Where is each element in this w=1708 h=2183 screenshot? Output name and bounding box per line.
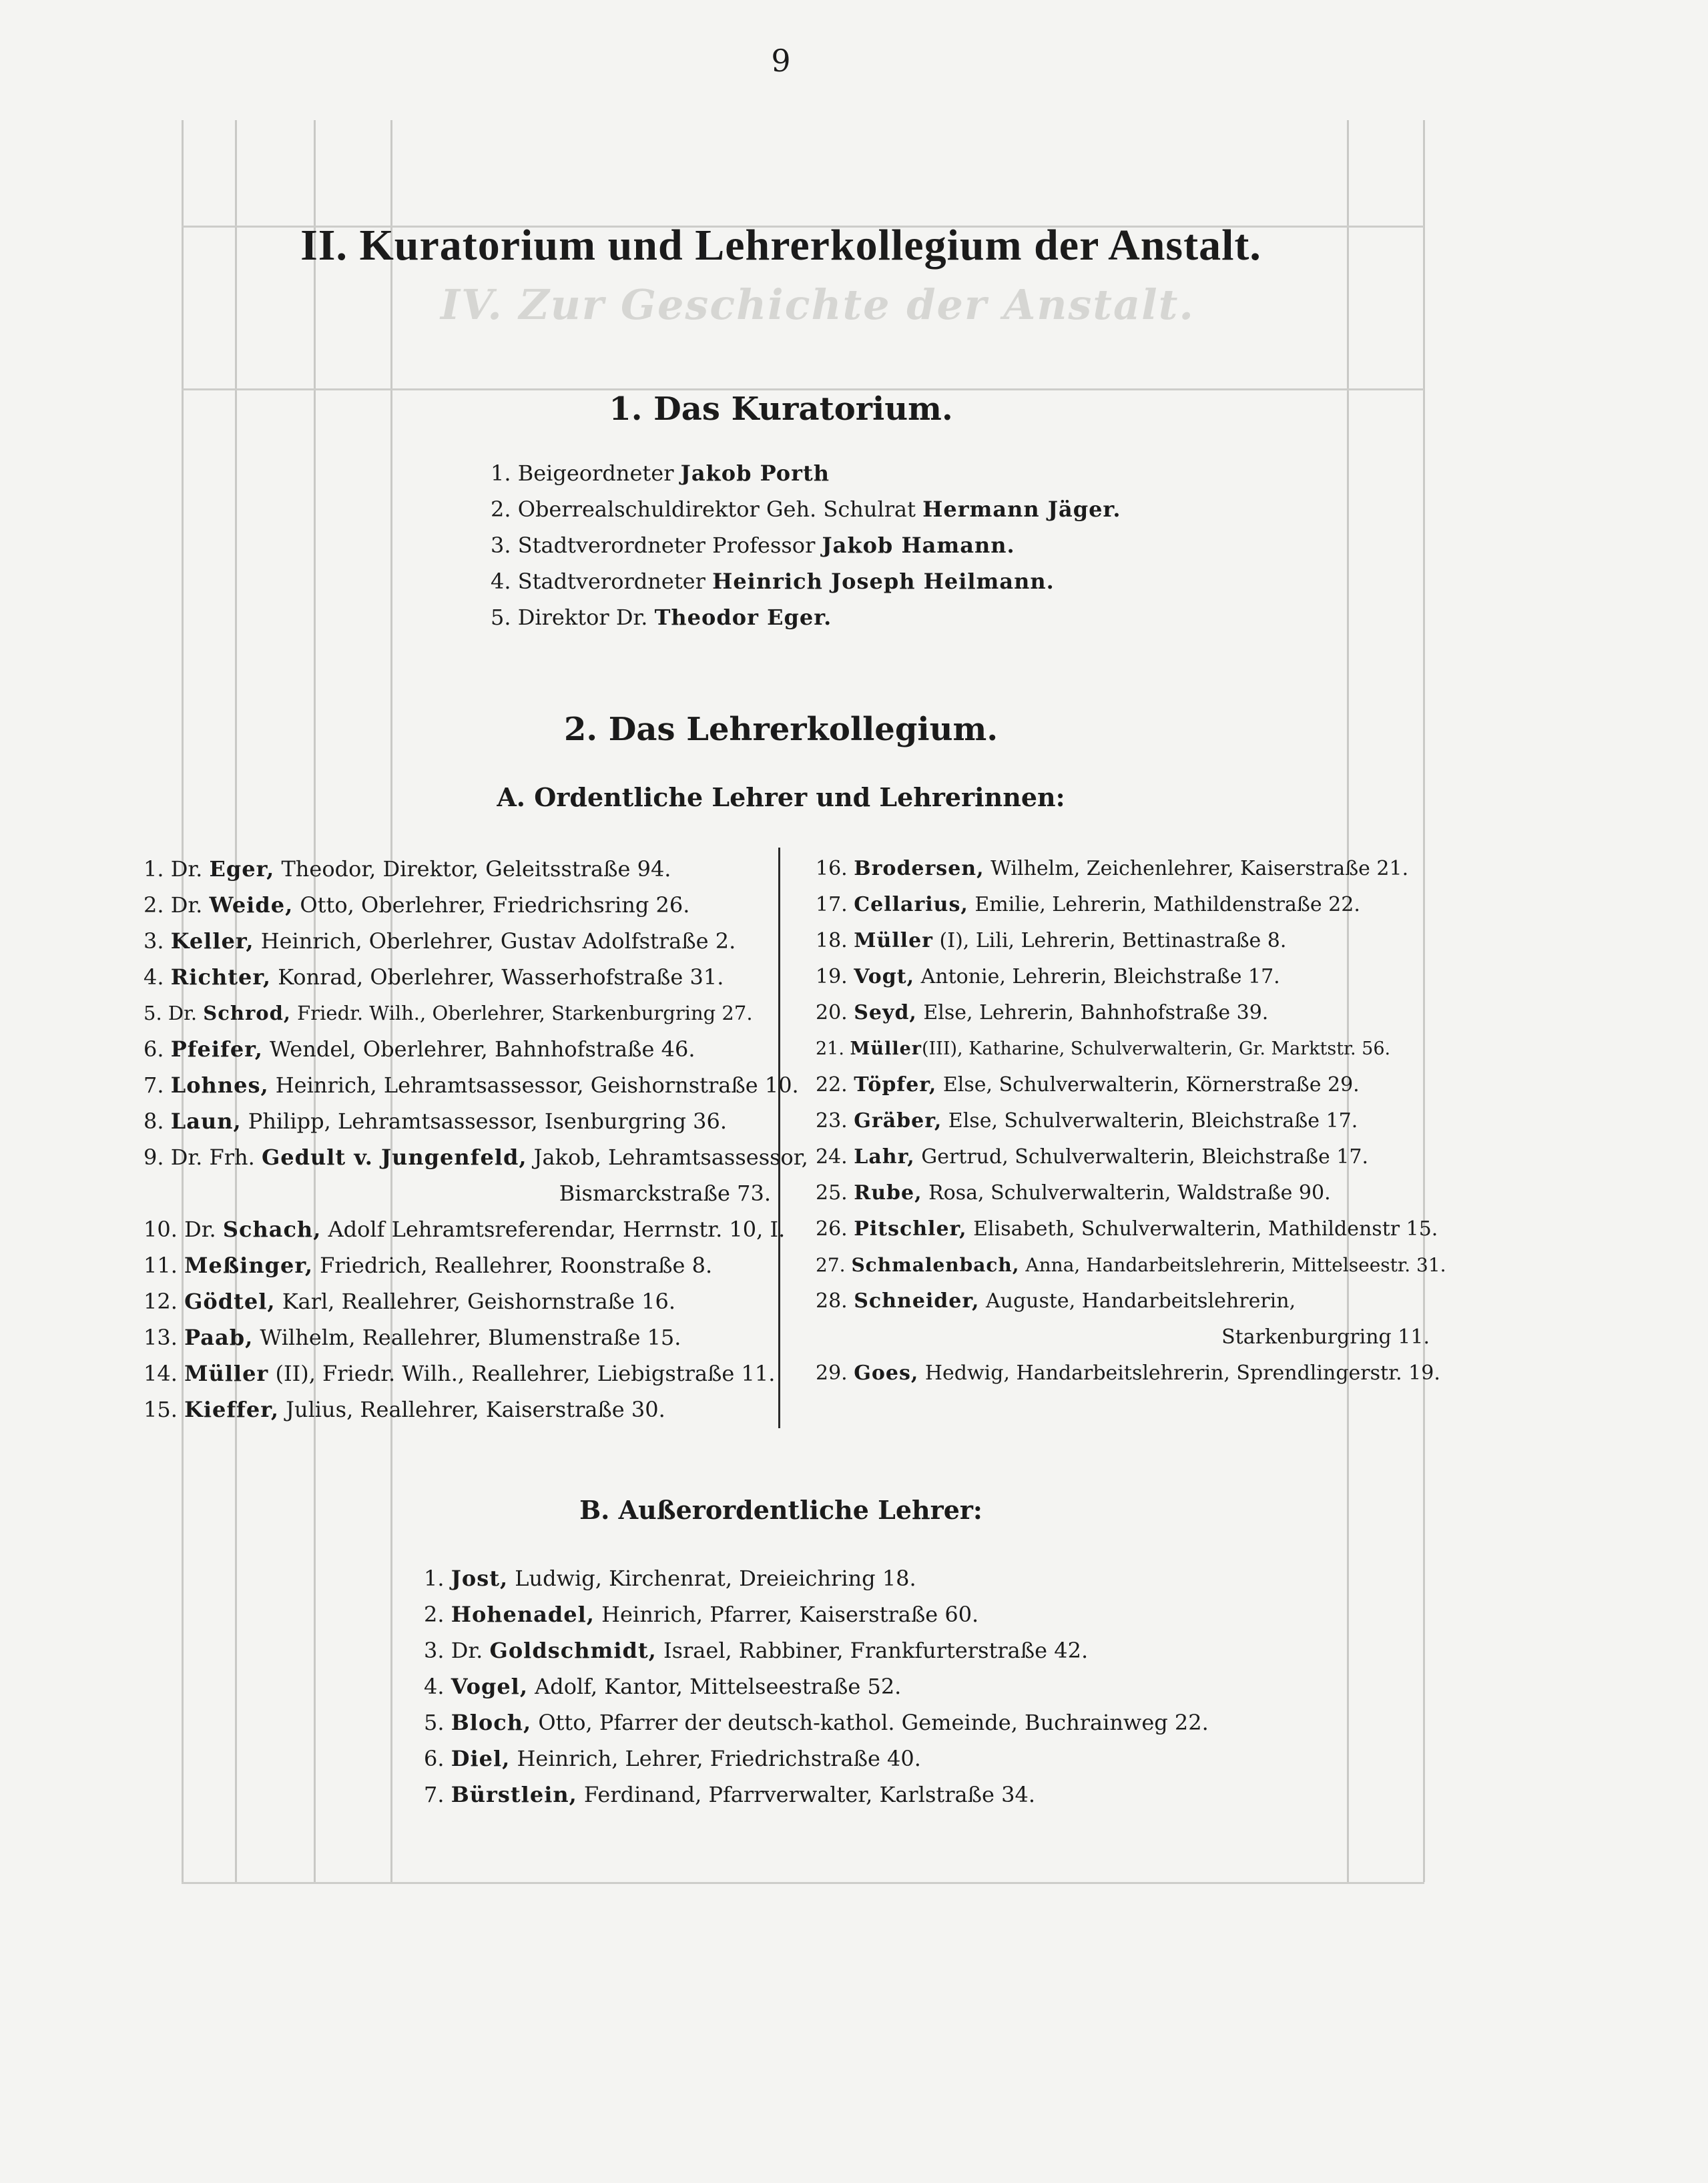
list-item: 14. Müller (II), Friedr. Wilh., Reallehrer, Liebigstraße 11. — [144, 1361, 776, 1386]
list-item: 2. Dr. Weide, Otto, Oberlehrer, Friedrichsring 26. — [144, 892, 690, 918]
list-item: 24. Lahr, Gertrud, Schulverwalterin, Bleichstraße 17. — [816, 1145, 1369, 1169]
list-item: 12. Gödtel, Karl, Reallehrer, Geishornstraße 16. — [144, 1289, 676, 1314]
list-item: 29. Goes, Hedwig, Handarbeitslehrerin, Sprendlingerstr. 19. — [816, 1361, 1440, 1385]
list-item: 15. Kieffer, Julius, Reallehrer, Kaiserstraße 30. — [144, 1397, 665, 1422]
list-item: 16. Brodersen, Wilhelm, Zeichenlehrer, Kaiserstraße 21. — [816, 857, 1409, 880]
list-item: 1. Beigeordneter Jakob Porth — [491, 460, 830, 486]
ordentliche-heading: A. Ordentliche Lehrer und Lehrerinnen: — [497, 782, 1065, 812]
list-item: 22. Töpfer, Else, Schulverwalterin, Körnerstraße 29. — [816, 1073, 1360, 1097]
bleed-through-text: IV. Zur Geschichte der Anstalt. — [441, 280, 1195, 329]
list-item: 5. Direktor Dr. Theodor Eger. — [491, 605, 832, 630]
column-divider — [778, 848, 780, 1428]
list-item: 3. Keller, Heinrich, Oberlehrer, Gustav Adolfstraße 2. — [144, 928, 736, 954]
list-item: 13. Paab, Wilhelm, Reallehrer, Blumenstraße 15. — [144, 1325, 681, 1350]
list-item: 20. Seyd, Else, Lehrerin, Bahnhofstraße 39. — [816, 1001, 1269, 1024]
list-item: 23. Gräber, Else, Schulverwalterin, Bleichstraße 17. — [816, 1109, 1358, 1133]
kuratorium-list — [491, 455, 1121, 635]
list-item: 8. Laun, Philipp, Lehramtsassessor, Isenburgring 36. — [144, 1109, 727, 1134]
list-item: 9. Dr. Frh. Gedult v. Jungenfeld, Jakob, Lehramtsassessor, Bismarckstraße 73. — [144, 1145, 808, 1206]
list-item: 28. Schneider, Auguste, Handarbeitslehrerin, Starkenburgring 11. — [816, 1289, 1430, 1349]
list-item: 6. Diel, Heinrich, Lehrer, Friedrichstraße 40. — [424, 1746, 921, 1771]
list-item: 7. Bürstlein, Ferdinand, Pfarrverwalter, Karlstraße 34. — [424, 1782, 1035, 1807]
page-number: 9 — [771, 43, 791, 79]
list-item: 5. Bloch, Otto, Pfarrer der deutsch-kathol. Gemeinde, Buchrainweg 22. — [424, 1710, 1209, 1735]
ordentliche-right-list — [816, 851, 1446, 1391]
list-item: 18. Müller (I), Lili, Lehrerin, Bettinastraße 8. — [816, 929, 1287, 952]
lehrerkollegium-heading: 2. Das Lehrerkollegium. — [563, 711, 999, 748]
ordentliche-left-list — [144, 851, 808, 1428]
list-item: 1. Jost, Ludwig, Kirchenrat, Dreieichring 18. — [424, 1566, 916, 1591]
list-item: 27. Schmalenbach, Anna, Handarbeitslehrerin, Mittelseestr. 31. — [816, 1254, 1446, 1276]
page-title: II. Kuratorium und Lehrerkollegium der Anstalt. — [300, 221, 1261, 270]
kuratorium-heading: 1. Das Kuratorium. — [609, 390, 953, 428]
list-item: 7. Lohnes, Heinrich, Lehramtsassessor, Geishornstraße 10. — [144, 1072, 799, 1098]
ausserordentliche-list — [424, 1560, 1209, 1813]
ausserordentliche-heading: B. Außerordentliche Lehrer: — [579, 1495, 982, 1525]
list-item: 4. Vogel, Adolf, Kantor, Mittelseestraße 52. — [424, 1674, 902, 1699]
list-item: 2. Hohenadel, Heinrich, Pfarrer, Kaiserstraße 60. — [424, 1602, 979, 1627]
list-item: 1. Dr. Eger, Theodor, Direktor, Geleitsstraße 94. — [144, 856, 671, 882]
list-item: 21. Müller(III), Katharine, Schulverwalterin, Gr. Marktstr. 56. — [816, 1038, 1391, 1059]
list-item: 5. Dr. Schrod, Friedr. Wilh., Oberlehrer, Starkenburgring 27. — [144, 1002, 753, 1024]
list-item: 4. Stadtverordneter Heinrich Joseph Heilmann. — [491, 569, 1055, 594]
list-item: 6. Pfeifer, Wendel, Oberlehrer, Bahnhofstraße 46. — [144, 1036, 695, 1062]
bleed-through-line — [182, 1882, 1424, 1884]
list-item: 3. Stadtverordneter Professor Jakob Hamann. — [491, 533, 1015, 558]
list-item: 25. Rube, Rosa, Schulverwalterin, Waldstraße 90. — [816, 1181, 1331, 1205]
list-item: 17. Cellarius, Emilie, Lehrerin, Mathildenstraße 22. — [816, 893, 1360, 916]
list-item: 2. Oberrealschuldirektor Geh. Schulrat Hermann Jäger. — [491, 497, 1121, 522]
list-item: 4. Richter, Konrad, Oberlehrer, Wasserhofstraße 31. — [144, 964, 724, 990]
list-item: 10. Dr. Schach, Adolf Lehramtsreferendar, Herrnstr. 10, I. — [144, 1217, 786, 1242]
list-item: 19. Vogt, Antonie, Lehrerin, Bleichstraße 17. — [816, 965, 1280, 988]
list-item: 3. Dr. Goldschmidt, Israel, Rabbiner, Frankfurterstraße 42. — [424, 1638, 1089, 1663]
list-item: 11. Meßinger, Friedrich, Reallehrer, Roonstraße 8. — [144, 1253, 713, 1278]
list-item: 26. Pitschler, Elisabeth, Schulverwalterin, Mathildenstr 15. — [816, 1217, 1438, 1241]
